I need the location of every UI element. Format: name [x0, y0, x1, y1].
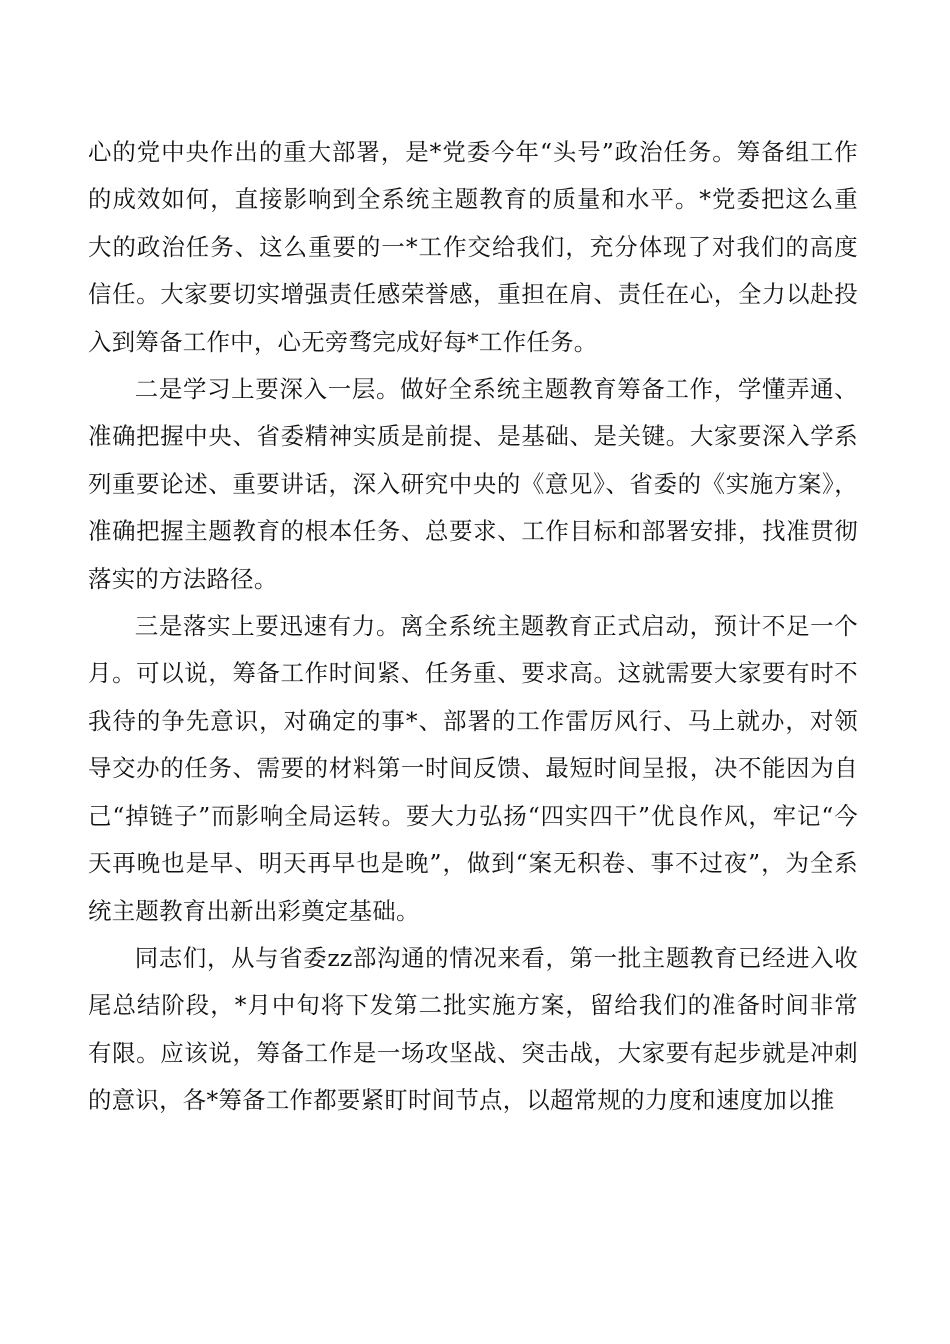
paragraph-comrades: 同志们，从与省委zz部沟通的情况来看，第一批主题教育已经进入收尾总结阶段，*月中旬将下发第二批实施方案，留给我们的准备时间非常有限。应该说，筹备工作是一场攻坚战、突击战，大家要有起步就是冲刺的意识，各*筹备工作都要紧盯时间节点，以超常规的力度和速度加以推: [88, 943, 858, 1115]
document-body: [88, 129, 858, 1125]
paragraph-continuation: 心的党中央作出的重大部署，是*党委今年“头号”政治任务。筹备组工作的成效如何，直接影响到全系统主题教育的质量和水平。*党委把这么重大的政治任务、这么重要的一*工作交给我们，充分体现了对我们的高度信任。大家要切实增强责任感荣誉感，重担在肩、责任在心，全力以赴投入到筹备工作中，心无旁骛完成好每*工作任务。: [88, 138, 858, 356]
paragraph-implementation: 三是落实上要迅速有力。离全系统主题教育正式启动，预计不足一个月。可以说，筹备工作时间紧、任务重、要求高。这就需要大家要有时不我待的争先意识，对确定的事*、部署的工作雷厉风行、马上就办，对领导交办的任务、需要的材料第一时间反馈、最短时间呈报，决不能因为自己“掉链子”而影响全局运转。要大力弘扬“四实四干”优良作风，牢记“今天再晚也是早、明天再早也是晚”，做到“案无积卷、事不过夜”，为全系统主题教育出新出彩奠定基础。: [88, 612, 858, 925]
paragraph-study: 二是学习上要深入一层。做好全系统主题教育筹备工作，学懂弄通、准确把握中央、省委精神实质是前提、是基础、是关键。大家要深入学系列重要论述、重要讲话，深入研究中央的《意见》、省委的《实施方案》，准确把握主题教育的根本任务、总要求、工作目标和部署安排，找准贯彻落实的方法路径。: [88, 375, 858, 593]
